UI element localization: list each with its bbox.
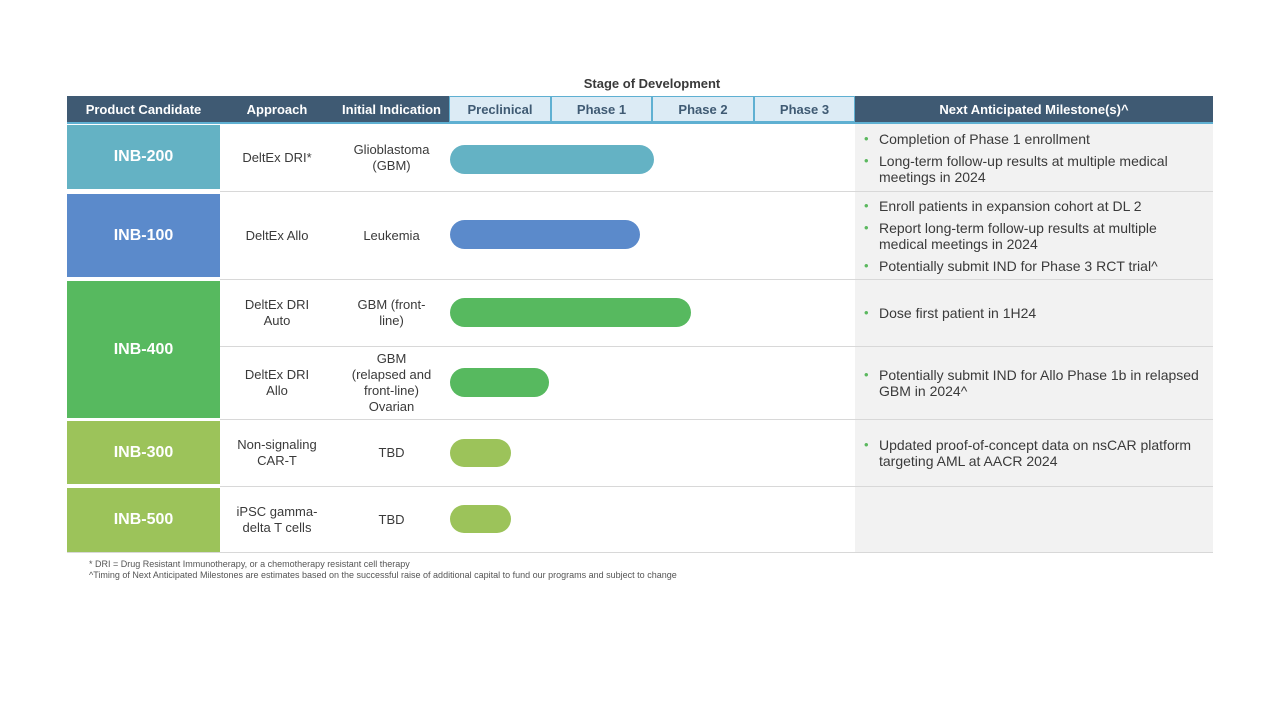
header-next-milestones: Next Anticipated Milestone(s)^ — [855, 96, 1213, 122]
candidate-inb-300: INB-300 — [67, 421, 220, 484]
candidate-inb-200: INB-200 — [67, 125, 220, 189]
indication-cell: Glioblastoma (GBM) — [353, 142, 430, 173]
milestones-inb-200 — [855, 131, 1213, 191]
milestone-item: • Enroll patients in expansion cohort at DL 2 — [855, 198, 1213, 214]
header-preclinical: Preclinical — [449, 96, 551, 122]
milestones-inb-400-auto — [855, 305, 1213, 327]
milestone-item: • Potentially submit IND for Phase 3 RCT trial^ — [855, 258, 1213, 274]
footnote-timing: ^Timing of Next Anticipated Milestones are estimates based on the successful raise of additional capital to fund our programs and subject to change — [89, 570, 677, 580]
table-bottom-border — [67, 552, 1213, 553]
header-initial-indication: Initial Indication — [334, 96, 449, 122]
progress-bar-inb-400-allo — [450, 368, 549, 397]
progress-bar-inb-200 — [450, 145, 654, 174]
indication-cell: GBM (relapsed and front-line) Ovarian — [351, 351, 432, 414]
approach-cell: Non-signaling CAR-T — [237, 437, 317, 468]
indication-cell: TBD — [378, 511, 405, 527]
approach-cell: DeltEx Allo — [245, 227, 309, 243]
progress-bar-inb-300 — [450, 439, 511, 467]
milestones-inb-100 — [855, 198, 1213, 280]
approach-cell: DeltEx DRI Auto — [244, 297, 310, 328]
indication-cell: GBM (front-line) — [357, 297, 426, 328]
stage-of-development-title: Stage of Development — [583, 76, 721, 91]
progress-bar-inb-500 — [450, 505, 511, 533]
candidate-inb-400: INB-400 — [67, 281, 220, 418]
milestone-item: • Potentially submit IND for Allo Phase 1b in relapsed GBM in 2024^ — [855, 367, 1213, 399]
indication-cell: Leukemia — [363, 227, 420, 243]
header-approach: Approach — [220, 96, 334, 122]
milestones-inb-400-allo — [855, 367, 1213, 405]
header-product-candidate: Product Candidate — [67, 96, 220, 122]
footnote-dri: * DRI = Drug Resistant Immunotherapy, or a chemotherapy resistant cell therapy — [89, 559, 410, 569]
indication-cell: TBD — [378, 445, 405, 460]
header-phase-1: Phase 1 — [551, 96, 652, 122]
milestone-item: • Completion of Phase 1 enrollment — [855, 131, 1213, 147]
approach-cell: DeltEx DRI Allo — [244, 367, 310, 398]
progress-bar-inb-100 — [450, 220, 640, 249]
approach-cell: DeltEx DRI* — [242, 150, 312, 165]
header-phase-3: Phase 3 — [754, 96, 855, 122]
milestone-item: • Long-term follow-up results at multiple medical meetings in 2024 — [855, 153, 1213, 185]
milestone-item: • Updated proof-of-concept data on nsCAR platform targeting AML at AACR 2024 — [855, 437, 1213, 469]
progress-bar-inb-400-auto — [450, 298, 691, 327]
header-phase-2: Phase 2 — [652, 96, 754, 122]
milestone-item: • Report long-term follow-up results at multiple medical meetings in 2024 — [855, 220, 1213, 252]
milestones-inb-300 — [855, 437, 1213, 475]
candidate-inb-500: INB-500 — [67, 488, 220, 552]
approach-cell: iPSC gamma-delta T cells — [236, 503, 318, 535]
candidate-inb-100: INB-100 — [67, 194, 220, 277]
milestone-item: • Dose first patient in 1H24 — [855, 305, 1213, 321]
